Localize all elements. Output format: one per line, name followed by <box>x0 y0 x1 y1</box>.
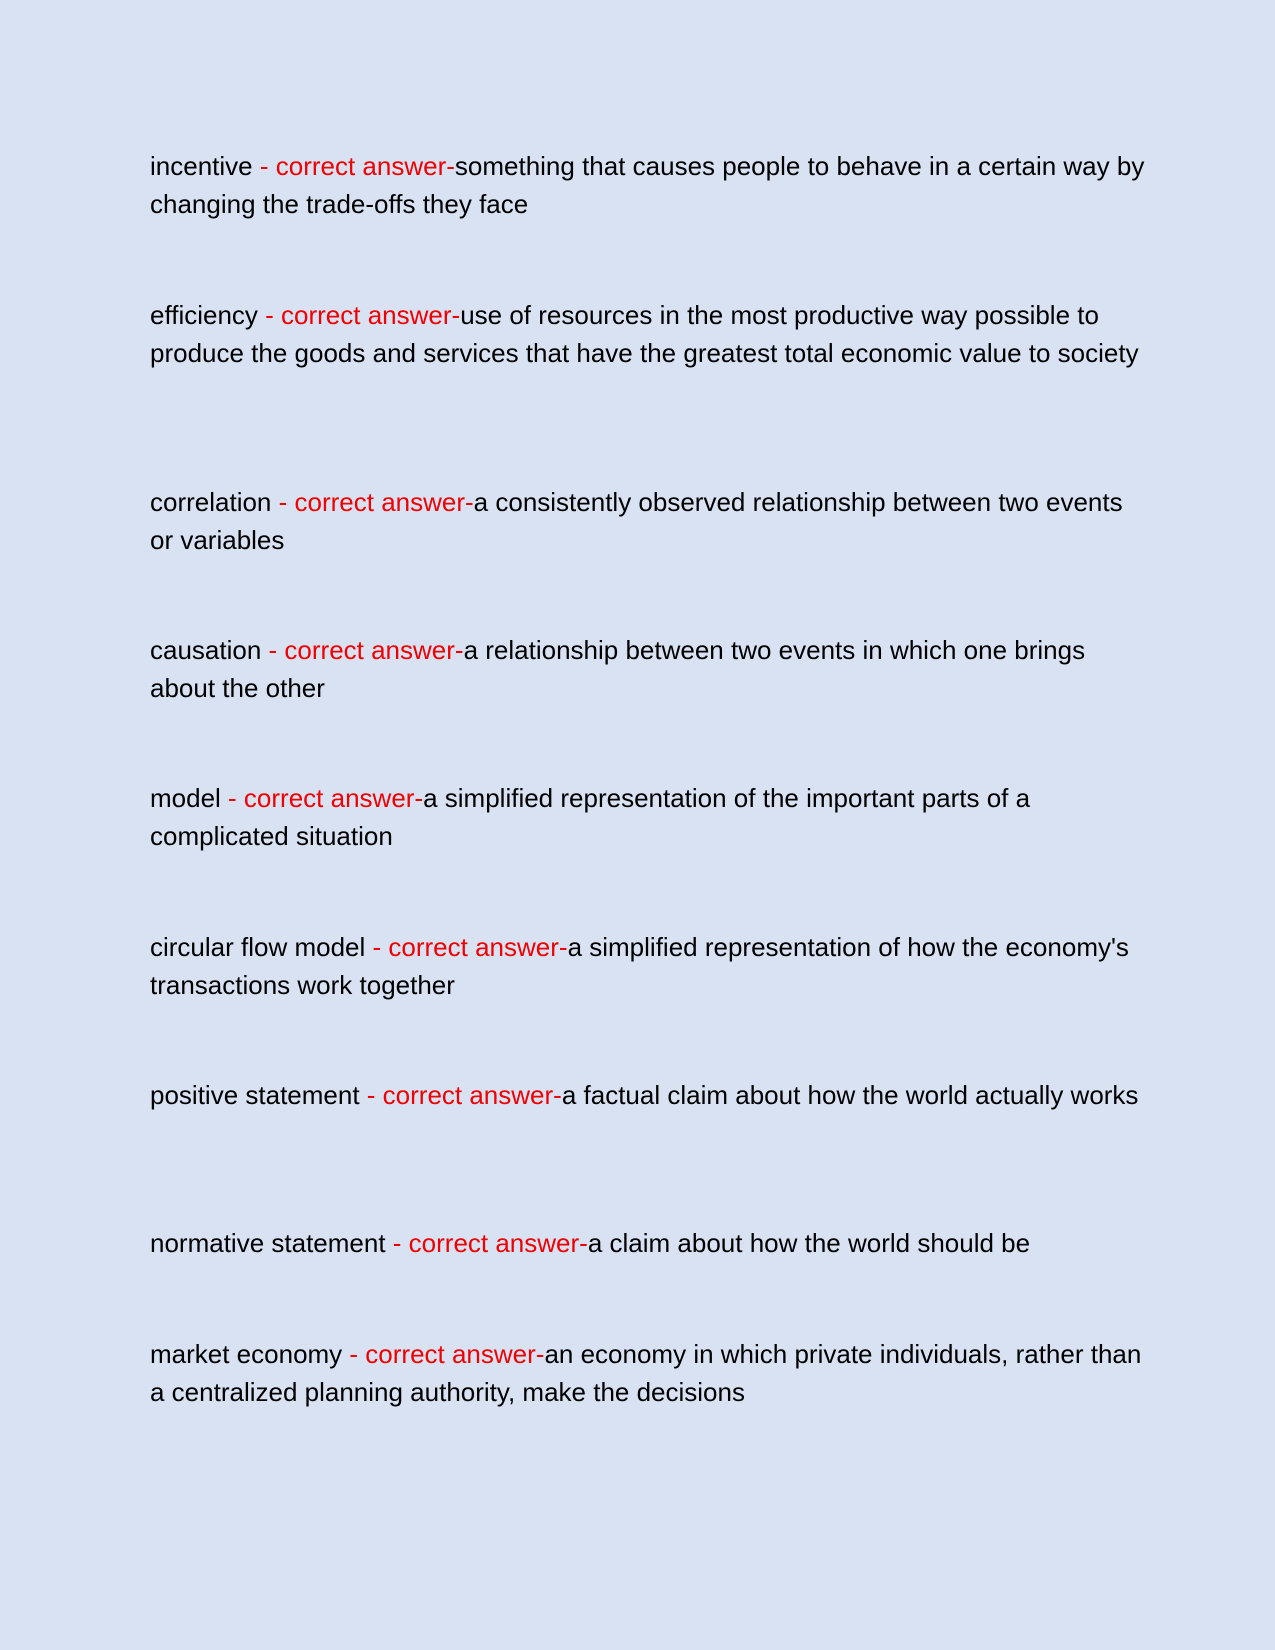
entry-term: efficiency <box>150 300 258 330</box>
entry-term: model <box>150 783 221 813</box>
flashcard-entry <box>150 1335 1150 1411</box>
entry-definition: use of resources in the most productive way possible to produce the goods and services that have the greatest total economic value to society <box>150 300 1139 368</box>
entry-definition: a factual claim about how the world actually works <box>561 1080 1139 1110</box>
entry-term: circular flow model <box>150 932 366 962</box>
entry-definition: a claim about how the world should be <box>587 1228 1031 1258</box>
entry-term: causation <box>150 635 262 665</box>
flashcard-entry <box>150 483 1150 559</box>
entry-definition: a consistently observed relationship between two events or variables <box>150 487 1123 555</box>
entry-term: incentive <box>150 151 253 181</box>
entry-definition: an economy in which private individuals, rather than a centralized planning authority, make the decisions <box>150 1339 1142 1407</box>
entry-definition: something that causes people to behave in a certain way by changing the trade-offs they face <box>150 151 1145 219</box>
flashcard-entry <box>150 1224 1150 1262</box>
answer-separator: - correct answer- <box>257 300 461 330</box>
answer-separator: - correct answer- <box>220 783 424 813</box>
entry-term: normative statement <box>150 1228 386 1258</box>
answer-separator: - correct answer- <box>261 635 464 665</box>
flashcard-entry <box>150 631 1150 707</box>
answer-separator: - correct answer- <box>365 932 568 962</box>
answer-separator: - correct answer- <box>359 1080 562 1110</box>
flashcard-entry <box>150 296 1150 372</box>
answer-separator: - correct answer- <box>271 487 474 517</box>
entry-term: positive statement <box>150 1080 360 1110</box>
entry-term: market economy <box>150 1339 343 1369</box>
entry-term: correlation <box>150 487 272 517</box>
flashcard-entry <box>150 928 1150 1004</box>
entry-definition: a relationship between two events in which one brings about the other <box>150 635 1086 703</box>
answer-separator: - correct answer- <box>342 1339 545 1369</box>
entry-definition: a simplified representation of how the economy's transactions work together <box>150 932 1129 1000</box>
entry-definition: a simplified representation of the important parts of a complicated situation <box>150 783 1031 851</box>
answer-separator: - correct answer- <box>385 1228 588 1258</box>
flashcard-entry <box>150 147 1150 223</box>
answer-separator: - correct answer- <box>252 151 455 181</box>
flashcard-entry <box>150 779 1150 855</box>
flashcard-entry <box>150 1076 1150 1114</box>
